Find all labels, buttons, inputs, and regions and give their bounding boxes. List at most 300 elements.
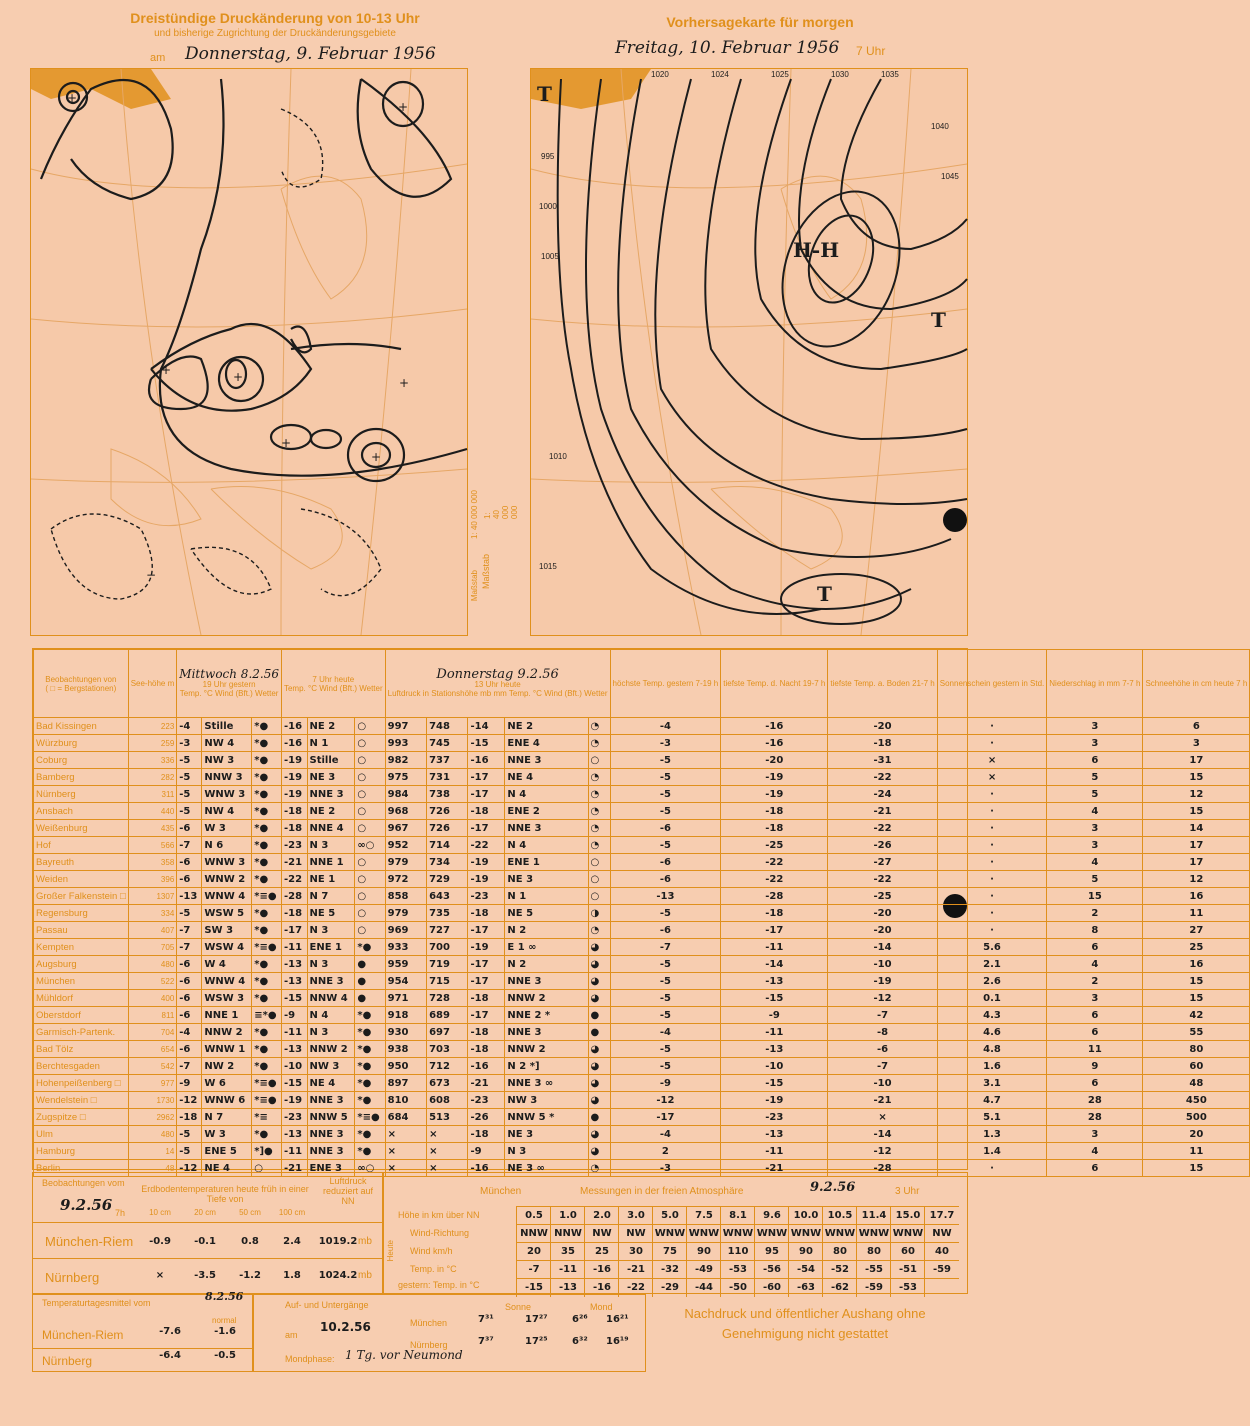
table-cell: 697 xyxy=(427,1024,468,1041)
isobar-label: 1000 xyxy=(539,202,557,211)
table-cell: · xyxy=(937,837,1047,854)
table-cell: N 4 xyxy=(505,786,588,803)
table-cell: 6 xyxy=(1047,939,1143,956)
table-cell: -19 xyxy=(468,939,505,956)
upper-cell: -11 xyxy=(550,1260,585,1279)
table-cell: ○ xyxy=(355,854,385,871)
table-cell: 566 xyxy=(128,837,177,854)
table-cell: NNW 2 xyxy=(505,1041,588,1058)
station-name: Berlin xyxy=(34,1160,129,1177)
isobar-label: 1030 xyxy=(831,70,849,79)
upper-cell: -22 xyxy=(618,1278,653,1297)
station-name: Wendelstein □ xyxy=(34,1092,129,1109)
table-cell: ○ xyxy=(355,752,385,769)
table-cell: ○ xyxy=(355,718,385,735)
table-cell: -15 xyxy=(468,735,505,752)
table-cell: · xyxy=(937,820,1047,837)
table-cell: -19 xyxy=(721,1092,828,1109)
table-cell: 15 xyxy=(1143,973,1250,990)
table-cell: 6 xyxy=(1047,1160,1143,1177)
table-cell: 719 xyxy=(427,956,468,973)
table-cell: 979 xyxy=(385,854,426,871)
table-cell: -18 xyxy=(468,1041,505,1058)
sun-date: 10.2.56 xyxy=(320,1320,371,1334)
table-cell: 282 xyxy=(128,769,177,786)
table-cell: -12 xyxy=(828,990,937,1007)
upper-cell: 40 xyxy=(924,1242,959,1261)
table-cell: · xyxy=(937,905,1047,922)
table-cell: 938 xyxy=(385,1041,426,1058)
table-cell: -22 xyxy=(828,769,937,786)
table-cell: 810 xyxy=(385,1092,426,1109)
table-cell: -5 xyxy=(177,905,202,922)
table-cell: WNW 3 xyxy=(202,854,252,871)
upper-cell: 11.4 xyxy=(856,1206,891,1225)
table-cell: -21 xyxy=(281,854,307,871)
table-cell: 17 xyxy=(1143,837,1250,854)
upper-cell: -7 xyxy=(516,1260,551,1279)
table-cell: -5 xyxy=(610,973,721,990)
table-cell: NE 4 xyxy=(505,769,588,786)
table-cell: -16 xyxy=(721,735,828,752)
table-cell: -6 xyxy=(610,820,721,837)
upper-cell: -63 xyxy=(788,1278,823,1297)
upper-cell: -54 xyxy=(788,1260,823,1279)
mean-normal-val: -0.5 xyxy=(214,1350,236,1361)
table-cell: -26 xyxy=(828,837,937,854)
table-cell: 977 xyxy=(128,1075,177,1092)
svg-text:T: T xyxy=(931,308,946,332)
table-cell: -18 xyxy=(468,1024,505,1041)
svg-text:+: + xyxy=(398,100,409,114)
svg-text:+: + xyxy=(233,370,244,384)
table-cell: 5 xyxy=(1047,786,1143,803)
table-cell: -9 xyxy=(177,1075,202,1092)
table-cell: NE 4 xyxy=(307,1075,355,1092)
table-cell: 3 xyxy=(1047,820,1143,837)
table-cell: 979 xyxy=(385,905,426,922)
table-row xyxy=(34,1024,1250,1041)
table-cell: · xyxy=(937,803,1047,820)
table-cell: *● xyxy=(355,1058,385,1075)
table-cell: -18 xyxy=(281,820,307,837)
table-cell: ● xyxy=(355,973,385,990)
table-cell: *● xyxy=(252,1024,282,1041)
upper-cell: NW xyxy=(618,1224,653,1243)
table-cell: -17 xyxy=(468,1007,505,1024)
station-name: Würzburg xyxy=(34,735,129,752)
table-cell: -18 xyxy=(468,803,505,820)
table-cell: 4.7 xyxy=(937,1092,1047,1109)
sun-station-0: München xyxy=(410,1318,448,1328)
table-cell: 4.8 xyxy=(937,1041,1047,1058)
table-cell: -18 xyxy=(468,1126,505,1143)
table-cell: × xyxy=(828,1109,937,1126)
table-cell: ∞○ xyxy=(355,837,385,854)
upper-cell: WNW xyxy=(890,1224,925,1243)
table-cell: 480 xyxy=(128,956,177,973)
ground-val: -3.5 xyxy=(194,1270,216,1281)
table-cell: 6 xyxy=(1047,1024,1143,1041)
table-cell: -20 xyxy=(721,752,828,769)
table-cell: ◔ xyxy=(588,837,610,854)
table-cell: × xyxy=(385,1160,426,1177)
upper-cell: 80 xyxy=(856,1242,891,1261)
isobar-label: 1025 xyxy=(771,70,789,79)
table-cell: NW 3 xyxy=(505,1092,588,1109)
table-cell: -11 xyxy=(721,1024,828,1041)
table-cell: 11 xyxy=(1047,1041,1143,1058)
upper-cell: -50 xyxy=(720,1278,755,1297)
upper-cell: 95 xyxy=(754,1242,789,1261)
table-cell: -26 xyxy=(468,1109,505,1126)
table-cell: -4 xyxy=(610,1126,721,1143)
table-cell: 6 xyxy=(1143,718,1250,735)
table-cell: ENE 3 xyxy=(307,1160,355,1177)
table-cell: N 1 xyxy=(307,735,355,752)
upper-cell: -60 xyxy=(754,1278,789,1297)
table-cell: -5 xyxy=(610,752,721,769)
table-cell: *● xyxy=(252,871,282,888)
table-row xyxy=(34,854,1250,871)
table-cell: ○ xyxy=(355,905,385,922)
table-cell: 972 xyxy=(385,871,426,888)
table-row xyxy=(34,990,1250,1007)
table-cell: 8 xyxy=(1047,922,1143,939)
moonrise: 6³² xyxy=(572,1336,588,1347)
table-cell: N 6 xyxy=(202,837,252,854)
table-cell: 969 xyxy=(385,922,426,939)
table-cell: 1.4 xyxy=(937,1143,1047,1160)
table-cell: 703 xyxy=(427,1041,468,1058)
table-cell: -7 xyxy=(177,1058,202,1075)
table-cell: 933 xyxy=(385,939,426,956)
upper-cell: -59 xyxy=(924,1260,959,1279)
svg-text:T: T xyxy=(537,82,552,106)
temp-mean-date: 8.2.56 xyxy=(205,1290,244,1303)
upper-cell: WNW xyxy=(754,1224,789,1243)
table-cell: ○ xyxy=(355,769,385,786)
table-cell: -17 xyxy=(721,922,828,939)
upper-cell: 0.5 xyxy=(516,1206,551,1225)
table-cell: 608 xyxy=(427,1092,468,1109)
sun-label: Sonne xyxy=(505,1302,532,1312)
table-cell: -11 xyxy=(281,939,307,956)
scale-label: Maßstab xyxy=(470,570,479,602)
moonrise: 6²⁶ xyxy=(572,1314,588,1325)
table-cell: -10 xyxy=(281,1058,307,1075)
mean-station-1: Nürnberg xyxy=(42,1354,93,1368)
upper-cell: 5.0 xyxy=(652,1206,687,1225)
table-cell: NNE 1 xyxy=(307,854,355,871)
table-row xyxy=(34,871,1250,888)
table-cell: N 7 xyxy=(307,888,355,905)
table-cell: -21 xyxy=(828,1092,937,1109)
table-cell: 6 xyxy=(1047,1007,1143,1024)
table-row xyxy=(34,888,1250,905)
table-cell: 15 xyxy=(1047,888,1143,905)
table-cell: *● xyxy=(355,1092,385,1109)
station-name: Weißenburg xyxy=(34,820,129,837)
forecast-map xyxy=(530,68,968,636)
table-cell: -9 xyxy=(281,1007,307,1024)
table-cell: 336 xyxy=(128,752,177,769)
upper-cell: 2.0 xyxy=(584,1206,619,1225)
upper-cell: -44 xyxy=(686,1278,721,1297)
table-cell: -10 xyxy=(828,1075,937,1092)
station-name: Augsburg xyxy=(34,956,129,973)
mean-val: -6.4 xyxy=(159,1350,181,1361)
table-cell: -3 xyxy=(610,735,721,752)
ground-obs-label: Beobachtungen vom xyxy=(42,1178,125,1188)
upper-cell: 10.0 xyxy=(788,1206,823,1225)
table-cell: 704 xyxy=(128,1024,177,1041)
table-cell: × xyxy=(427,1126,468,1143)
table-cell: × xyxy=(937,769,1047,786)
table-row xyxy=(34,922,1250,939)
table-cell: NE 5 xyxy=(505,905,588,922)
table-cell: *● xyxy=(252,837,282,854)
station-name: Bamberg xyxy=(34,769,129,786)
table-cell: 971 xyxy=(385,990,426,1007)
table-cell: *● xyxy=(355,1041,385,1058)
table-cell: ◔ xyxy=(588,769,610,786)
table-cell: 12 xyxy=(1143,871,1250,888)
upper-cell: 10.5 xyxy=(822,1206,857,1225)
table-cell: NNW 5 * xyxy=(505,1109,588,1126)
station-name: Zugspitze □ xyxy=(34,1109,129,1126)
station-name: Bayreuth xyxy=(34,854,129,871)
isobar-label: 1040 xyxy=(931,122,949,131)
upper-cell: -55 xyxy=(856,1260,891,1279)
table-cell: ○ xyxy=(355,871,385,888)
svg-text:+: + xyxy=(399,376,410,390)
table-cell: -5 xyxy=(177,752,202,769)
table-cell: -4 xyxy=(177,1024,202,1041)
table-cell: -18 xyxy=(468,990,505,1007)
table-cell: 11 xyxy=(1143,905,1250,922)
table-cell: 28 xyxy=(1047,1109,1143,1126)
station-name: Hamburg xyxy=(34,1143,129,1160)
table-cell: -19 xyxy=(281,786,307,803)
table-row xyxy=(34,1041,1250,1058)
table-cell: N 3 xyxy=(307,956,355,973)
scale-text xyxy=(481,554,491,589)
table-cell: · xyxy=(937,888,1047,905)
sun-am: am xyxy=(285,1330,298,1340)
upper-cell: -56 xyxy=(754,1260,789,1279)
table-row xyxy=(34,786,1250,803)
table-cell: NW 4 xyxy=(202,803,252,820)
upper-cell: -52 xyxy=(822,1260,857,1279)
table-cell: ◔ xyxy=(588,718,610,735)
table-cell: NNE 3 ∞ xyxy=(505,1075,588,1092)
table-cell: · xyxy=(937,718,1047,735)
header-wednesday: Mittwoch 8.2.56 19 Uhr gestern Temp. °C Wind (Bft.) Wetter xyxy=(177,650,282,718)
table-cell: -6 xyxy=(177,956,202,973)
table-cell: -5 xyxy=(610,1041,721,1058)
depth-50: 50 cm xyxy=(239,1208,261,1217)
table-cell: -14 xyxy=(468,718,505,735)
header-sunshine: Sonnenschein gestern in Std. xyxy=(937,650,1047,718)
table-cell: 16 xyxy=(1143,888,1250,905)
table-cell: 735 xyxy=(427,905,468,922)
table-cell: -22 xyxy=(721,871,828,888)
header-thursday-7: 7 Uhr heute Temp. °C Wind (Bft.) Wetter xyxy=(281,650,385,718)
upper-cell: 75 xyxy=(652,1242,687,1261)
table-cell: -7 xyxy=(177,922,202,939)
header-min-temp: tiefste Temp. d. Nacht 19-7 h xyxy=(721,650,828,718)
station-name: Weiden xyxy=(34,871,129,888)
table-cell: NW 3 xyxy=(202,752,252,769)
upper-cell: 110 xyxy=(720,1242,755,1261)
table-cell: -5 xyxy=(610,769,721,786)
table-cell: 1.6 xyxy=(937,1058,1047,1075)
sunrise: 7³⁷ xyxy=(478,1336,494,1347)
table-cell: -7 xyxy=(610,939,721,956)
mean-val: -7.6 xyxy=(159,1326,181,1337)
table-cell: 6 xyxy=(1047,752,1143,769)
table-cell: -6 xyxy=(177,820,202,837)
table-cell: WNW 3 xyxy=(202,786,252,803)
table-cell: NNE 3 xyxy=(505,820,588,837)
table-cell: NW 2 xyxy=(202,1058,252,1075)
ground-pressure-head: Luftdruck reduziert auf NN xyxy=(322,1176,374,1206)
table-cell: NE 2 xyxy=(307,718,355,735)
table-cell: 737 xyxy=(427,752,468,769)
table-cell: ○ xyxy=(588,871,610,888)
upper-cell: 8.1 xyxy=(720,1206,755,1225)
table-cell: -5 xyxy=(177,1143,202,1160)
table-cell: · xyxy=(937,922,1047,939)
scale-ratio: 1: 40 000 000 xyxy=(470,490,479,539)
table-cell: -14 xyxy=(721,956,828,973)
table-cell: -5 xyxy=(177,1126,202,1143)
table-cell: *● xyxy=(355,1126,385,1143)
table-cell: NNW 2 xyxy=(505,990,588,1007)
isobar-label: 1024 xyxy=(711,70,729,79)
table-cell: *● xyxy=(252,990,282,1007)
table-cell: · xyxy=(937,735,1047,752)
table-cell: · xyxy=(937,786,1047,803)
station-name: Nürnberg xyxy=(34,786,129,803)
table-cell: -17 xyxy=(468,786,505,803)
table-cell: 12 xyxy=(1143,786,1250,803)
table-cell: 3 xyxy=(1047,1126,1143,1143)
table-cell: 14 xyxy=(1143,820,1250,837)
table-cell: 2.1 xyxy=(937,956,1047,973)
table-cell: ◕ xyxy=(588,990,610,1007)
table-cell: 4 xyxy=(1047,956,1143,973)
table-cell: -28 xyxy=(281,888,307,905)
table-cell: -7 xyxy=(828,1007,937,1024)
table-cell: 731 xyxy=(427,769,468,786)
table-cell: WSW 5 xyxy=(202,905,252,922)
svg-text:+: + xyxy=(67,91,78,105)
table-cell: -3 xyxy=(177,735,202,752)
table-cell: ○ xyxy=(355,922,385,939)
table-cell: 954 xyxy=(385,973,426,990)
header-height: See-höhe m xyxy=(128,650,177,718)
upper-cell: 20 xyxy=(516,1242,551,1261)
table-cell: ◕ xyxy=(588,1041,610,1058)
table-cell: -5 xyxy=(177,786,202,803)
table-cell: *● xyxy=(355,1143,385,1160)
table-cell: 48 xyxy=(1143,1075,1250,1092)
station-name: Großer Falkenstein □ xyxy=(34,888,129,905)
station-name: München xyxy=(34,973,129,990)
upper-cell: 90 xyxy=(788,1242,823,1261)
upper-cell: -53 xyxy=(720,1260,755,1279)
table-cell: ◕ xyxy=(588,956,610,973)
table-cell: -11 xyxy=(281,1024,307,1041)
table-cell: 2.6 xyxy=(937,973,1047,990)
station-name: Bad Kissingen xyxy=(34,718,129,735)
ground-val: -1.2 xyxy=(239,1270,261,1281)
table-cell: W 6 xyxy=(202,1075,252,1092)
table-cell: NNE 3 xyxy=(505,752,588,769)
table-cell: *● xyxy=(252,1058,282,1075)
table-cell: -12 xyxy=(177,1160,202,1177)
table-cell: 1.3 xyxy=(937,1126,1047,1143)
table-cell: -17 xyxy=(468,769,505,786)
ground-val: 1.8 xyxy=(283,1270,301,1281)
left-map-subtitle: und bisherige Zugrichtung der Druckänderungsgebiete xyxy=(154,28,396,39)
ground-temp-title: Erdbodentemperaturen heute früh in einer Tiefe von xyxy=(141,1184,309,1204)
header-precipitation: Niederschlag in mm 7-7 h xyxy=(1047,650,1143,718)
isobar-label: 1035 xyxy=(881,70,899,79)
ground-val: -0.1 xyxy=(194,1236,216,1247)
table-cell: N 3 xyxy=(307,1024,355,1041)
svg-text:+: + xyxy=(371,450,382,464)
table-cell: ◕ xyxy=(588,1058,610,1075)
table-cell: N 1 xyxy=(505,888,588,905)
table-cell: 968 xyxy=(385,803,426,820)
sunset: 17²⁷ xyxy=(525,1314,548,1325)
table-cell: ○ xyxy=(588,752,610,769)
upper-cell: -16 xyxy=(584,1278,619,1297)
temp-mean-title: Temperaturtagesmittel vom xyxy=(42,1298,151,1308)
table-cell: NE 4 xyxy=(202,1160,252,1177)
table-cell: -5 xyxy=(610,803,721,820)
table-cell: 967 xyxy=(385,820,426,837)
station-name: Passau xyxy=(34,922,129,939)
header-ground-temp: tiefste Temp. a. Boden 21-7 h xyxy=(828,650,937,718)
table-cell: 522 xyxy=(128,973,177,990)
table-row xyxy=(34,820,1250,837)
table-row xyxy=(34,1126,1250,1143)
table-cell: 1730 xyxy=(128,1092,177,1109)
table-cell: 654 xyxy=(128,1041,177,1058)
table-cell: 9 xyxy=(1047,1058,1143,1075)
table-cell: -20 xyxy=(828,905,937,922)
upper-cell: NW xyxy=(924,1224,959,1243)
table-cell: -15 xyxy=(281,1075,307,1092)
table-cell: -18 xyxy=(721,820,828,837)
table-cell: × xyxy=(385,1143,426,1160)
table-cell: NE 3 xyxy=(307,769,355,786)
table-cell: -23 xyxy=(468,1092,505,1109)
table-cell: 358 xyxy=(128,854,177,871)
mean-normal-val: -1.6 xyxy=(214,1326,236,1337)
table-cell: -12 xyxy=(610,1092,721,1109)
observation-table xyxy=(33,649,1250,1177)
moon-phase: 1 Tg. vor Neumond xyxy=(345,1348,463,1362)
upper-cell: NW xyxy=(584,1224,619,1243)
table-cell: ENE 5 xyxy=(202,1143,252,1160)
table-row xyxy=(34,1007,1250,1024)
table-cell: -13 xyxy=(281,1041,307,1058)
